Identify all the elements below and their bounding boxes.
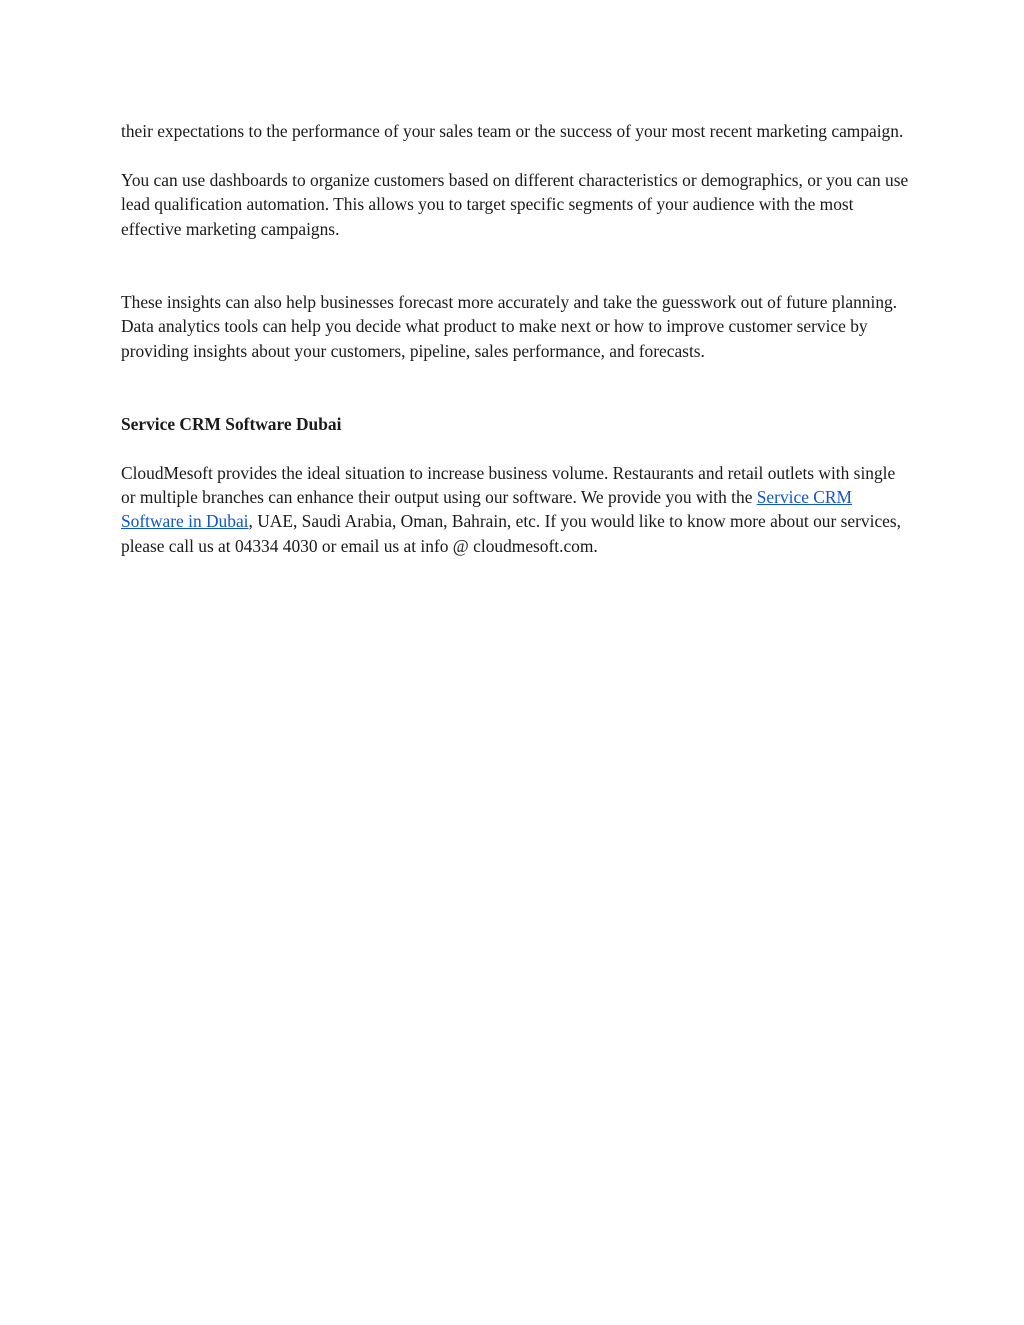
paragraph-sales-expectations: their expectations to the performance of your sales team or the success of your most recent marketing campaign.: [121, 121, 904, 141]
paragraph-spacer: [121, 143, 911, 167]
paragraph-text-after-link: , UAE, Saudi Arabia, Oman, Bahrain, etc. If you would like to know more about our services, please call us at 04334 4030 or email us at info @ cloudmesoft.com.: [121, 511, 901, 556]
paragraph-cloudmesoft: [121, 461, 911, 559]
paragraph-spacer: [121, 241, 911, 290]
paragraph-spacer: [121, 436, 911, 460]
paragraph-text-before-link: CloudMesoft provides the ideal situation to increase business volume. Restaurants and retail outlets with single or multiple branches can enhance their output using our software. We provide you with the: [121, 462, 896, 508]
paragraph-dashboards: You can use dashboards to organize customers based on different characteristics or demographics, or you can use lead qualification automation. This allows you to target specific segments of your audience with the most effective marketing campaigns.: [121, 169, 909, 239]
service-crm-link[interactable]: Service CRM Software in Dubai: [121, 487, 852, 532]
paragraph-spacer: [121, 363, 911, 412]
document-body: [121, 119, 911, 558]
paragraph-insights-forecast: These insights can also help businesses forecast more accurately and take the guesswork out of future planning. Data analytics tools can help you decide what product to make next or how to improve customer service by providing insights about your customers, pipeline, sales performance, and forecasts.: [121, 291, 898, 361]
section-heading: Service CRM Software Dubai: [121, 413, 342, 434]
